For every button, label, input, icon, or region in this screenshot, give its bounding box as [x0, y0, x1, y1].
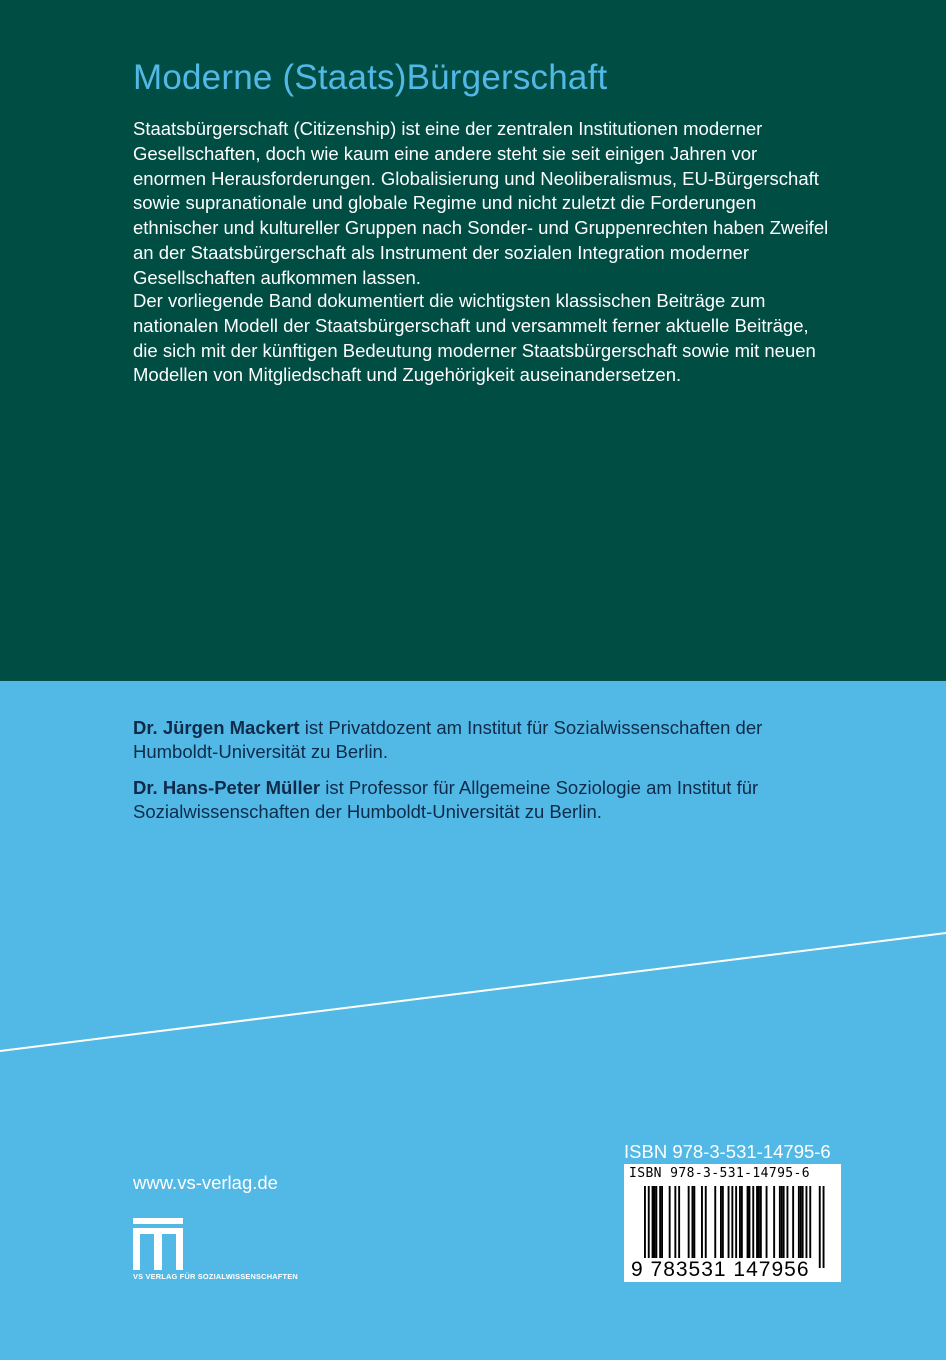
barcode-bar	[800, 1186, 802, 1258]
diagonal-line	[0, 930, 946, 1055]
publisher-logo-text: VS VERLAG FÜR SOZIALWISSENSCHAFTEN	[133, 1272, 298, 1281]
barcode-bar	[674, 1186, 676, 1258]
barcode-bar	[747, 1186, 749, 1258]
barcode-bar	[823, 1186, 825, 1268]
barcode-bar	[806, 1186, 808, 1258]
barcode-bar	[779, 1186, 781, 1258]
barcode-bar	[652, 1186, 654, 1258]
description-paragraph-2: Der vorliegende Band dokumentiert die wichtigsten klassischen Beiträge zum nationalen Modell der Staatsbürgerschaft und versammelt ferner aktuelle Beiträge, die sich mit der künftigen Bedeutung moderner Staatsbürgerschaft sowie mit neuen Modellen von Mitgliedschaft und Zugehörigkeit auseinandersetzen.	[133, 290, 816, 386]
barcode-bar	[678, 1186, 680, 1258]
vs-verlag-logo-icon	[133, 1218, 183, 1270]
barcode-bar	[688, 1186, 690, 1258]
barcode-bar	[802, 1186, 804, 1258]
barcode-bar	[693, 1186, 695, 1258]
barcode-bar	[701, 1186, 703, 1258]
author-text-2: ist Professor für Allgemeine Soziologie am Institut für Sozialwissenschaften der Humboldt-Universität zu Berlin.	[133, 777, 759, 822]
barcode-bar	[809, 1186, 811, 1258]
barcode-bar	[661, 1186, 663, 1258]
barcode-bar	[752, 1186, 754, 1258]
barcode-isbn-text: ISBN 978-3-531-14795-6	[629, 1166, 810, 1181]
barcode-bar	[735, 1186, 737, 1268]
author-name-2: Dr. Hans-Peter Müller	[133, 777, 321, 798]
barcode-digits: 9 783531 147956	[631, 1258, 810, 1281]
barcode-bar	[720, 1186, 722, 1258]
barcode-bar	[722, 1186, 724, 1258]
barcode-bar	[758, 1186, 760, 1258]
author-name-1: Dr. Jürgen Mackert	[133, 717, 300, 738]
book-title: Moderne (Staats)Bürgerschaft	[133, 58, 608, 97]
barcode-bar	[749, 1186, 751, 1258]
barcode-bar	[648, 1186, 650, 1268]
barcode-bar	[654, 1186, 656, 1258]
barcode-bar	[731, 1186, 733, 1268]
author-bio-1	[133, 716, 823, 764]
isbn-label: ISBN 978-3-531-14795-6	[624, 1141, 831, 1162]
barcode-bar	[783, 1186, 785, 1258]
barcode-bar	[756, 1186, 758, 1258]
author-bio-2	[133, 776, 823, 824]
barcode-bar	[781, 1186, 783, 1258]
barcode-bar	[760, 1186, 762, 1258]
barcode	[624, 1164, 841, 1282]
barcode-bar	[798, 1186, 800, 1258]
barcode-bar	[819, 1186, 821, 1268]
barcode-bar	[792, 1186, 794, 1258]
barcode-bar	[766, 1186, 768, 1258]
author-text-1: ist Privatdozent am Institut für Sozialwissenschaften der Humboldt-Universität zu Berlin.	[133, 717, 763, 762]
barcode-bar	[741, 1186, 743, 1258]
publisher-url[interactable]: www.vs-verlag.de	[133, 1172, 278, 1193]
barcode-bar	[644, 1186, 646, 1268]
barcode-bars	[624, 1184, 841, 1268]
barcode-bar	[773, 1186, 775, 1258]
barcode-bar	[705, 1186, 707, 1258]
barcode-bar	[728, 1186, 730, 1258]
barcode-bar	[659, 1186, 661, 1258]
barcode-bar	[787, 1186, 789, 1258]
barcode-bar	[739, 1186, 741, 1258]
description-paragraph-1: Staatsbürgerschaft (Citizenship) ist eine der zentralen Institutionen moderner Gesellschaften, doch wie kaum eine andere steht sie seit einigen Jahren vor enormen Herausforderungen. Globalisierung und Neoliberalismus, EU-Bürgerschaft sowie supranationale und globale Regime und nicht zuletzt die Forderungen ethnischer und kultureller Gruppen nach Sonder- und Gruppenrechten haben Zweifel an der Staatsbürgerschaft als Instrument der sozialen Integration moderner Gesellschaften aufkommen lassen.	[133, 118, 829, 288]
barcode-bar	[692, 1186, 694, 1258]
barcode-bar	[669, 1186, 671, 1258]
barcode-bar	[655, 1186, 657, 1258]
barcode-bar	[714, 1186, 716, 1258]
